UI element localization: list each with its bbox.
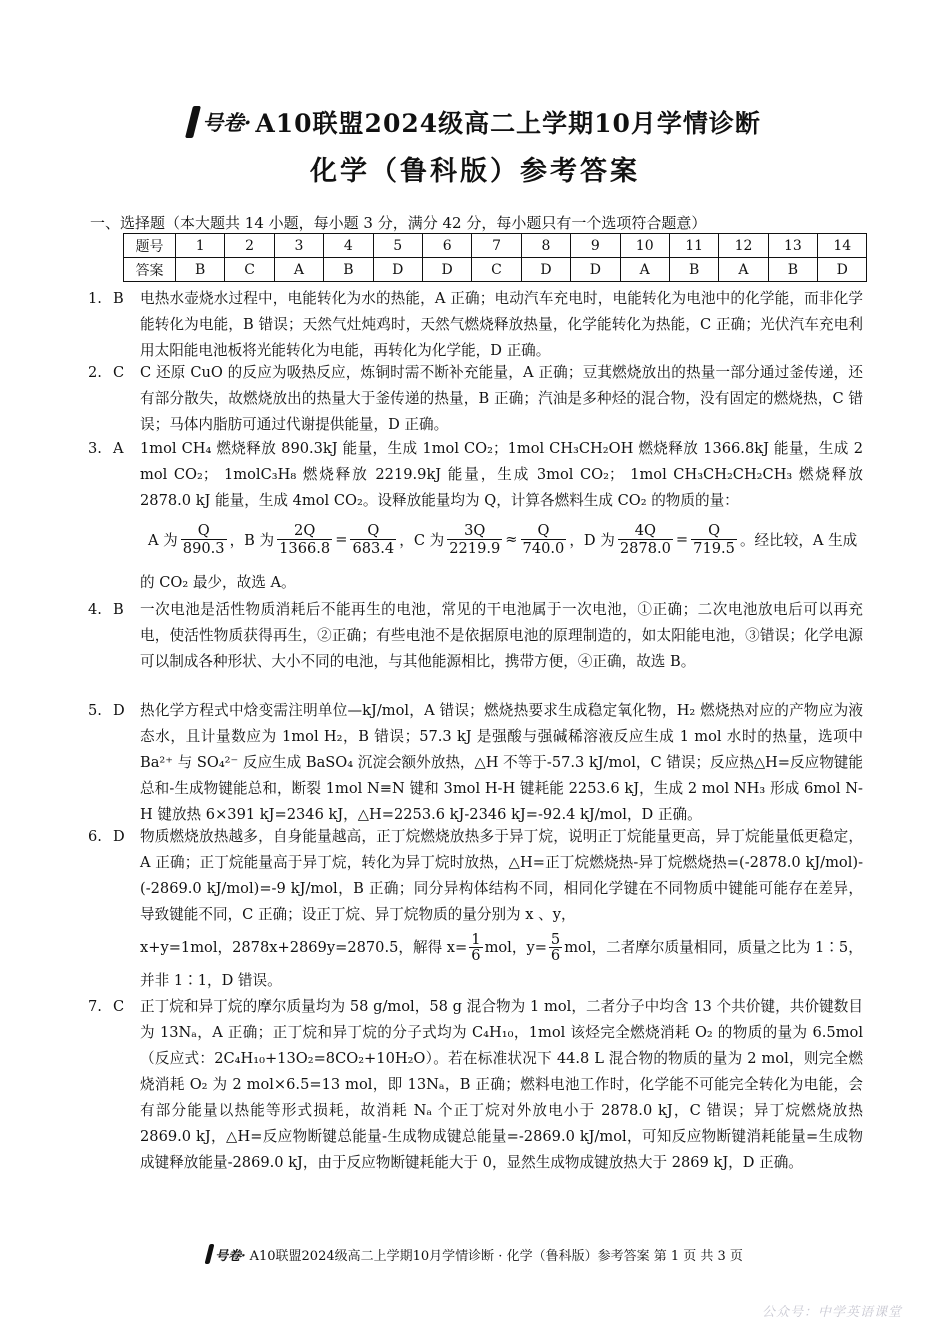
logo-bar-icon <box>185 106 201 138</box>
denominator: 719.5 <box>693 540 735 557</box>
question-number-cell: 14 <box>818 234 867 258</box>
section-heading: 一、选择题（本大题共 14 小题，每小题 3 分，满分 42 分，每小题只有一个选项符合题意） <box>90 214 707 232</box>
numerator: Q <box>537 522 550 539</box>
item-answer: D <box>113 702 125 719</box>
answer-cell: D <box>818 258 867 282</box>
question-number-cell: 12 <box>719 234 768 258</box>
item-number: 5. <box>88 702 102 719</box>
item-answer: C <box>113 364 125 381</box>
answer-cell: D <box>422 258 471 282</box>
logo-text: 号卷· <box>215 1248 246 1264</box>
denominator: 6 <box>471 947 481 964</box>
answer-cell: D <box>521 258 570 282</box>
item-answer: D <box>113 828 125 845</box>
item-number: 2. <box>88 364 102 381</box>
question-number-cell: 11 <box>669 234 718 258</box>
answer-cell: A <box>719 258 768 282</box>
denominator: 683.4 <box>352 540 395 557</box>
denominator: 2878.0 <box>619 540 671 557</box>
header-title-row <box>0 104 950 140</box>
row-label-answer: 答案 <box>124 258 176 282</box>
fraction-x <box>469 932 482 963</box>
question-number-cell: 1 <box>176 234 225 258</box>
question-number-cell: 10 <box>620 234 669 258</box>
page-subtitle: 化学（鲁科版）参考答案 <box>310 156 640 187</box>
answer-cell: D <box>571 258 620 282</box>
numerator: 4Q <box>634 522 656 539</box>
fraction-b2 <box>350 522 396 557</box>
item-number: 3. <box>88 440 102 457</box>
footer-text: A10联盟2024级高二上学期10月学情诊断 · 化学（鲁科版）参考答案 第 1 页 共 3 页 <box>249 1248 743 1264</box>
denominator: 6 <box>550 947 561 964</box>
item-number: 4. <box>88 601 102 618</box>
equation-mid: mol，y= <box>484 938 547 956</box>
frac-tail: 。经比较，A 生成 <box>739 532 858 549</box>
item-answer: B <box>113 290 124 307</box>
approx-sign: ≈ <box>505 531 518 548</box>
item-text: 热化学方程式中焓变需注明单位—kJ/mol，A 错误；燃烧热要求生成稳定氧化物，H₂ 燃烧热对应的产物应为液态水，且计量数应为 1mol H₂，B 错误；57.3 kJ 是强酸与强碱稀溶液反应生成 1 mol 水时的热量，选项中 Ba²⁺ 与 SO₄²⁻ 反应生成 BaSO₄ 沉淀会额外放热，△H 不等于-57.3 kJ/mol，C 错误；反应热△H=反应物键能总和-生成物键能总和，断裂 1mol N≡N 键和 3mol H-H 键耗能 2253.6 kJ，生成 2 mol NH₃ 形成 6mol N-H 键放热 6×391 kJ=2346 kJ，△H=2253.6 kJ-2346 kJ=-92.4 kJ/mol，D 正确。 <box>140 702 863 823</box>
answer-table <box>123 233 867 282</box>
equals-sign: = <box>335 531 348 548</box>
answer-cell: C <box>472 258 521 282</box>
question-number-cell: 8 <box>521 234 570 258</box>
fraction-comparison <box>148 522 857 557</box>
brand-logo <box>189 106 251 138</box>
numerator: 3Q <box>464 522 486 539</box>
item-text: 一次电池是活性物质消耗后不能再生的电池，常见的干电池属于一次电池，①正确；二次电池放电后可以再充电，使活性物质获得再生，②正确；有些电池不是依据原电池的原理制造的，如太阳能电池，③错误；化学电源可以制成各种形状、大小不同的电池，与其他能源相比，携带方便，④正确，故选 B。 <box>140 601 863 670</box>
item-answer: C <box>113 998 125 1015</box>
item-number: 6. <box>88 828 102 845</box>
numerator: 5 <box>550 931 561 948</box>
answer-cell: B <box>176 258 225 282</box>
equation-post: mol，二者摩尔质量相同，质量之比为 1∶5， <box>564 938 863 956</box>
question-number-cell: 4 <box>324 234 373 258</box>
question-number-cell: 13 <box>768 234 817 258</box>
item-answer: A <box>113 440 124 457</box>
row-label-question: 题号 <box>124 234 176 258</box>
answer-cell: C <box>225 258 274 282</box>
question-number-cell: 2 <box>225 234 274 258</box>
fraction-c1 <box>447 522 502 557</box>
question-number-cell: 9 <box>571 234 620 258</box>
item-text: 电热水壶烧水过程中，电能转化为水的热能，A 正确；电动汽车充电时，电能转化为电池中的化学能，而非化学能转化为电能，B 错误；天然气灶炖鸡时，天然气燃烧释放热量，化学能转化为热能，C 正确；光伏汽车充电利用太阳能电池板将光能转化为电能，再转化为化学能，D 正确。 <box>140 290 863 359</box>
item-text: 的 CO₂ 最少，故选 A。 <box>140 574 296 591</box>
answer-row <box>124 258 867 282</box>
footer-logo <box>207 1244 246 1264</box>
answer-cell: A <box>274 258 323 282</box>
logo-text: 号卷· <box>202 110 252 135</box>
item-text: 正丁烷和异丁烷的摩尔质量均为 58 g/mol，58 g 混合物为 1 mol，二者分子中均含 13 个共价键，共价键数目为 13Nₐ，A 正确；正丁烷和异丁烷的分子式均为 C₄H₁₀，1mol 该烃完全燃烧消耗 O₂ 的物质的量为 6.5mol（反应式：2C₄H₁₀+13O₂=8CO₂+10H₂O）。若在标准状况下 44.8 L 混合物的物质的量为 2 mol，则完全燃烧消耗 O₂ 为 2 mol×6.5=13 mol，即 13Nₐ，B 正确；燃料电池工作时，化学能不可能完全转化为电能，会有部分能量以热能等形式损耗，故消耗 Nₐ 个正丁烷对外放电小于 2878.0 kJ，C 错误；异丁烷燃烧放热 2869.0 kJ，△H=反应物断键总能量-生成物成键总能量=-2869.0 kJ/mol，可知反应物断键消耗能量=生成物成键释放能量-2869.0 kJ，由于反应物断键耗能大于 0，显然生成物成键放热大于 2869 kJ，D 正确。 <box>140 998 863 1171</box>
numerator: 2Q <box>294 522 316 539</box>
fraction-d1 <box>618 522 673 557</box>
item-equation <box>140 932 863 963</box>
answer-cell: D <box>373 258 422 282</box>
question-number-cell: 7 <box>472 234 521 258</box>
frac-label-a: A 为 <box>148 532 178 549</box>
fraction-b1 <box>277 522 332 557</box>
equation-pre: x+y=1mol，2878x+2869y=2870.5，解得 x= <box>140 938 468 956</box>
question-number-cell: 5 <box>373 234 422 258</box>
denominator: 890.3 <box>182 540 225 557</box>
equals-sign: = <box>675 531 689 548</box>
denominator: 2219.9 <box>449 540 501 557</box>
question-number-row <box>124 234 867 258</box>
denominator: 1366.8 <box>279 540 331 557</box>
logo-bar-icon <box>205 1244 215 1264</box>
fraction-d2 <box>691 522 737 557</box>
item-number: 1. <box>88 290 102 307</box>
frac-label-c: ，C 为 <box>399 532 445 549</box>
item-answer: B <box>113 601 124 618</box>
item-text: 并非 1∶1，D 错误。 <box>140 972 282 989</box>
watermark: 公众号：中学英语课堂 <box>761 1305 902 1320</box>
question-number-cell: 3 <box>274 234 323 258</box>
item-text: 物质燃烧放热越多，自身能量越高，正丁烷燃烧放热多于异丁烷，说明正丁烷能量更高，异丁烷能量低更稳定，A 正确；正丁烷能量高于异丁烷，转化为异丁烷时放热，△H=正丁烷燃烧热-异丁烷燃烧热=(-2878.0 kJ/mol)-(-2869.0 kJ/mol)=-9 kJ/mol，B 正确；同分异构体结构不同，相同化学键在不同物质中键能可能存在差异，导致键能不同，C 正确；设正丁烷、异丁烷物质的量分别为 x 、y， <box>140 828 863 923</box>
page-footer <box>0 1244 950 1264</box>
denominator: 740.0 <box>522 540 565 557</box>
answer-cell: B <box>324 258 373 282</box>
answer-cell: B <box>768 258 817 282</box>
item-number: 7. <box>88 998 102 1015</box>
answer-cell: A <box>620 258 669 282</box>
fraction-y <box>549 932 562 963</box>
fraction-c2 <box>521 522 567 557</box>
question-number-cell: 6 <box>422 234 471 258</box>
numerator: Q <box>197 522 210 539</box>
numerator: Q <box>367 522 380 539</box>
numerator: 1 <box>471 931 481 948</box>
frac-label-b: ，B 为 <box>229 532 275 549</box>
numerator: Q <box>708 522 721 539</box>
fraction-a <box>181 522 227 557</box>
page-title: A10联盟2024级高二上学期10月学情诊断 <box>255 109 761 138</box>
frac-label-d: ，D 为 <box>569 532 615 549</box>
item-text: 1mol CH₄ 燃烧释放 890.3kJ 能量，生成 1mol CO₂；1mol CH₃CH₂OH 燃烧释放 1366.8kJ 能量，生成 2 mol CO₂； 1molC₃H₈ 燃烧释放 2219.9kJ 能量，生成 3mol CO₂； 1mol CH₃CH₂CH₂CH₃ 燃烧释放 2878.0 kJ 能量，生成 4mol CO₂。设释放能量均为 Q，计算各燃料生成 CO₂ 的物质的量： <box>140 440 863 509</box>
item-text: C 还原 CuO 的反应为吸热反应，炼铜时需不断补充能量，A 正确；豆萁燃烧放出的热量一部分通过釜传递，还有部分散失，故燃烧放出的热量大于釜传递的热量，B 正确；汽油是多种烃的混合物，没有固定的燃烧热，C 错误；马体内脂肪可通过代谢提供能量，D 正确。 <box>140 364 863 433</box>
answer-cell: B <box>669 258 718 282</box>
